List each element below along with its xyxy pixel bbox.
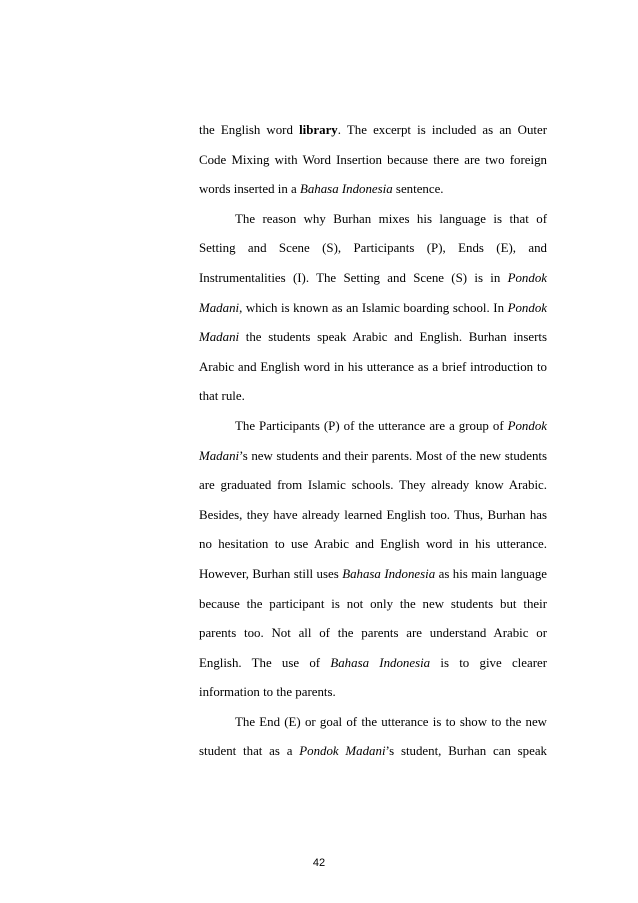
text-run-normal: The End (E) or goal of the utterance is to show to the new student that as a <box>199 714 547 759</box>
text-run-italic: Pondok Madani <box>299 744 386 759</box>
text-run-italic: Pondok Madani <box>199 300 547 345</box>
text-run-normal: ’s new students and their parents. Most of the new students are graduated from Islamic schools. They already know Arabic. Besides, they have already learned English too. Thus, Burhan has no hesitation to use Arabic and English word in his utterance. However, Burhan still uses <box>199 448 547 581</box>
paragraph-end-goal <box>199 708 547 767</box>
text-run-italic: Bahasa Indonesia <box>299 182 393 197</box>
text-run-normal: is to give clearer information to the parents. <box>199 655 548 700</box>
text-run-normal: The reason why Burhan mixes his language is that of Setting and Scene (S), Participants (P), Ends (E), and Instrumentalities (I). The Setting and Scene (S) is in <box>199 211 547 285</box>
text-run-italic: Bahasa Indonesia <box>342 566 436 581</box>
text-run-italic: Pondok Madani <box>199 270 547 315</box>
text-run-normal: as his main language because the participant is not only the new students but their parents too. Not all of the parents are understand Arabic or English. The use of <box>199 566 547 670</box>
text-run-normal: the English word <box>199 123 300 137</box>
text-run-normal: , which is known as an Islamic boarding school. In <box>239 300 508 315</box>
text-run-normal: . The excerpt is included as an Outer Code Mixing with Word Insertion because there are two foreign words inserted in a <box>199 123 547 197</box>
page-number: 42 <box>312 857 326 869</box>
text-run-normal: sentence. <box>392 182 444 197</box>
text-run-italic: Pondok Madani <box>199 418 547 463</box>
paragraph-participants <box>199 412 547 708</box>
text-run-normal: The Participants (P) of the utterance are a group of <box>235 418 508 433</box>
body-text <box>199 116 547 767</box>
text-run-bold: library <box>299 123 338 137</box>
paragraph-continuation <box>199 116 547 205</box>
paragraph-reason <box>199 205 547 412</box>
text-run-normal: the students speak Arabic and English. Burhan inserts Arabic and English word in his utterance as a brief introduction to that rule. <box>199 330 547 404</box>
text-run-normal: ’s student, Burhan can speak <box>385 744 548 759</box>
text-run-italic: Bahasa Indonesia <box>330 655 431 670</box>
